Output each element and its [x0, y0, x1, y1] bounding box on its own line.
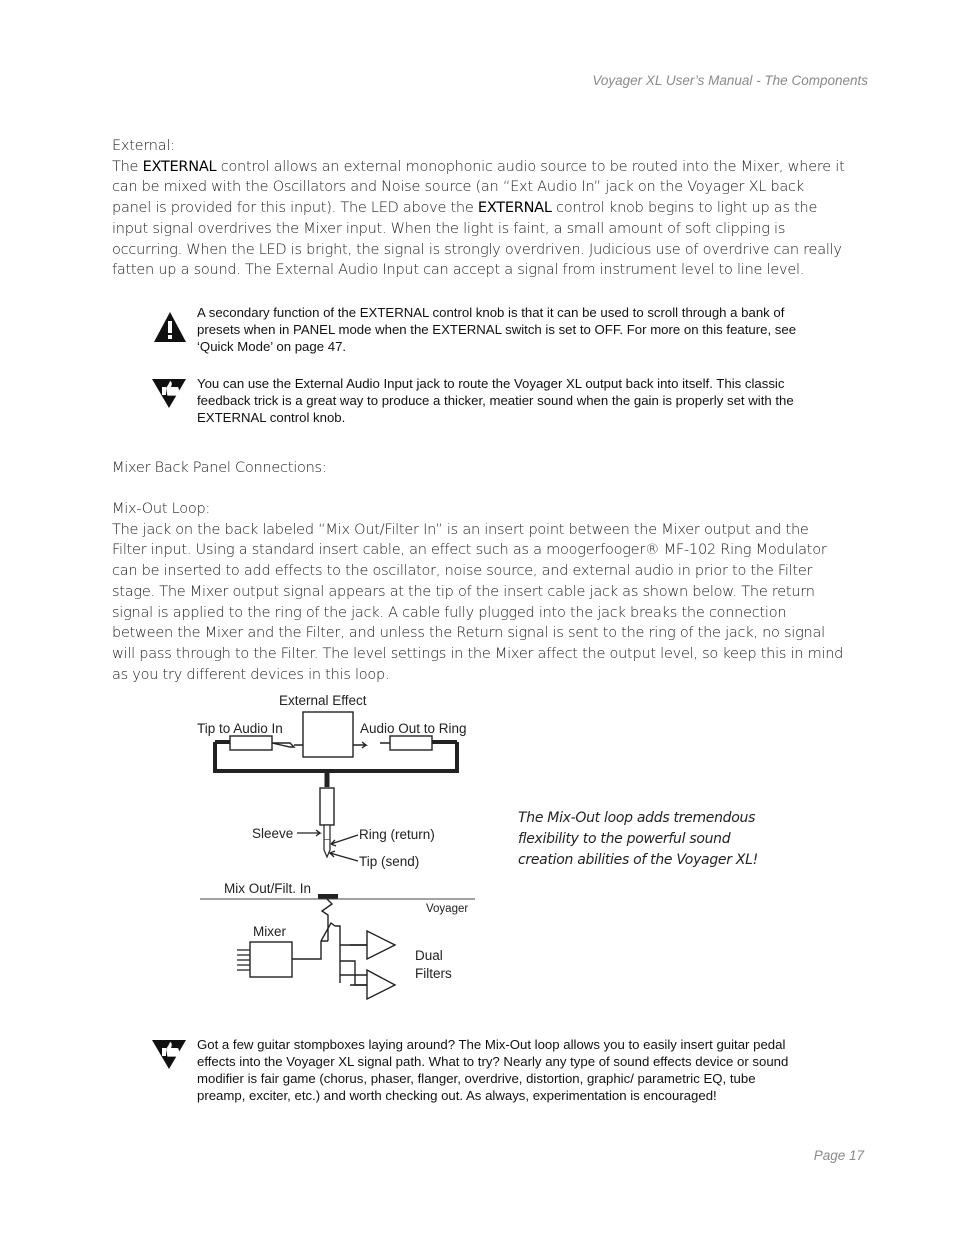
running-header: Voyager XL User’s Manual - The Components	[592, 73, 868, 88]
right-plug	[390, 736, 432, 750]
page-number: Page 17	[813, 1148, 864, 1163]
trs-plug-body	[320, 788, 334, 825]
switch-path	[292, 899, 332, 959]
filter-2-triangle	[367, 970, 395, 999]
warning-note	[150, 304, 800, 360]
ring-return-label: Ring (return)	[359, 827, 435, 842]
trs-plug-sleeve	[324, 825, 330, 840]
sleeve-label: Sleeve	[252, 826, 294, 841]
mixer-inputs	[237, 950, 250, 970]
mix-out-loop-diagram	[190, 685, 490, 1005]
tip-note-text: You can use the External Audio Input jack to route the Voyager XL output back into itself. This classic feedback trick is a great way to produce a thicker, meatier sound when the gain is properly set with the EXTERNAL control knob.	[197, 376, 794, 425]
tip-note-stompbox-text: Got a few guitar stompboxes laying around? The Mix-Out loop allows you to easily insert guitar pedal effects into the Voyager XL signal path. What to try? Nearly any type of sound effects device or sound modifier is fair game (chorus, phaser, flanger, overdrive, distortion, graphic/ parametric EQ, tube preamp, exciter, etc.) and worth checking out. As always, experimentation is encouraged!	[197, 1037, 789, 1103]
mixout-heading: Mix-Out Loop:	[112, 501, 211, 517]
tip-to-audio-in-label: Tip to Audio In	[197, 721, 283, 736]
external-section	[112, 136, 847, 281]
mixer-back-heading: Mixer Back Panel Connections:	[112, 460, 327, 476]
warning-note-text: A secondary function of the EXTERNAL control knob is that it can be used to scroll through a bank of presets when in PANEL mode when the EXTERNAL switch is set to OFF. For more on this feature, see ‘Quick Mode’ on page 47.	[197, 305, 797, 354]
thumbs-up-icon	[151, 377, 187, 414]
voyager-label: Voyager	[426, 903, 469, 915]
tip-arrow	[330, 851, 358, 861]
external-keyword: EXTERNAL	[142, 158, 217, 175]
mixout-paragraph: The jack on the back labeled “Mix Out/Filter In” is an insert point between the Mixer output and the Filter input. Using a standard insert cable, an effect such as a moogerfooger® MF-102 Ring Modulator can be inserted to add effects to the oscillator, noise source, and external audio in prior to the Filter stage. The Mixer output signal appears at the tip of the insert cable jack as shown below. The return signal is applied to the ring of the jack. A cable fully plugged into the jack breaks the connection between the Mixer and the Filter, and unless the Return signal is sent to the ring of the jack, no signal will pass through to the Filter. The level settings in the Mixer affect the output level, so keep this in mind as you try different devices in this loop.	[112, 521, 844, 683]
trs-plug-tip	[324, 840, 330, 857]
tip-note	[150, 375, 800, 431]
dual-label: Dual	[415, 948, 443, 963]
external-heading: External:	[112, 138, 175, 154]
warning-triangle-icon	[152, 310, 188, 349]
mixer-box	[250, 942, 292, 977]
filters-label: Filters	[415, 966, 452, 981]
jack-socket	[318, 894, 338, 899]
diagram-caption: The Mix-Out loop adds tremendous flexibility to the powerful sound creation abilities of the Voyager XL!	[518, 810, 758, 868]
external-effect-box	[303, 712, 353, 757]
filter-feed	[335, 926, 350, 983]
tip-send-label: Tip (send)	[359, 854, 420, 869]
filter-1-triangle	[367, 931, 395, 959]
sleeve-arrow	[297, 830, 320, 836]
mix-out-filt-in-label: Mix Out/Filt. In	[224, 881, 312, 896]
left-plug	[230, 736, 272, 750]
audio-out-to-ring-label: Audio Out to Ring	[360, 721, 467, 736]
tip-note-stompbox	[150, 1036, 800, 1122]
external-paragraph: The EXTERNAL control allows an external monophonic audio source to be routed into the Mixer, where it can be mixed with the Oscillators and Noise source (an “Ext Audio In” jack on the Voyager XL back panel is provided for this input). The LED above the EXTERNAL control knob begins to light up as the input signal overdrives the Mixer input. When the light is faint, a small amount of soft clipping is occurring. When the LED is bright, the signal is strongly overdriven. Judicious use of overdrive can really fatten up a sound. The External Audio Input can accept a signal from instrument level to line level.	[112, 158, 845, 279]
external-keyword: EXTERNAL	[477, 200, 552, 217]
mixer-label: Mixer	[253, 924, 286, 939]
external-effect-label: External Effect	[279, 693, 367, 708]
thumbs-up-icon	[151, 1038, 187, 1075]
mixout-section	[112, 499, 847, 685]
filter-wiring	[340, 945, 368, 985]
ring-arrow	[331, 835, 358, 846]
